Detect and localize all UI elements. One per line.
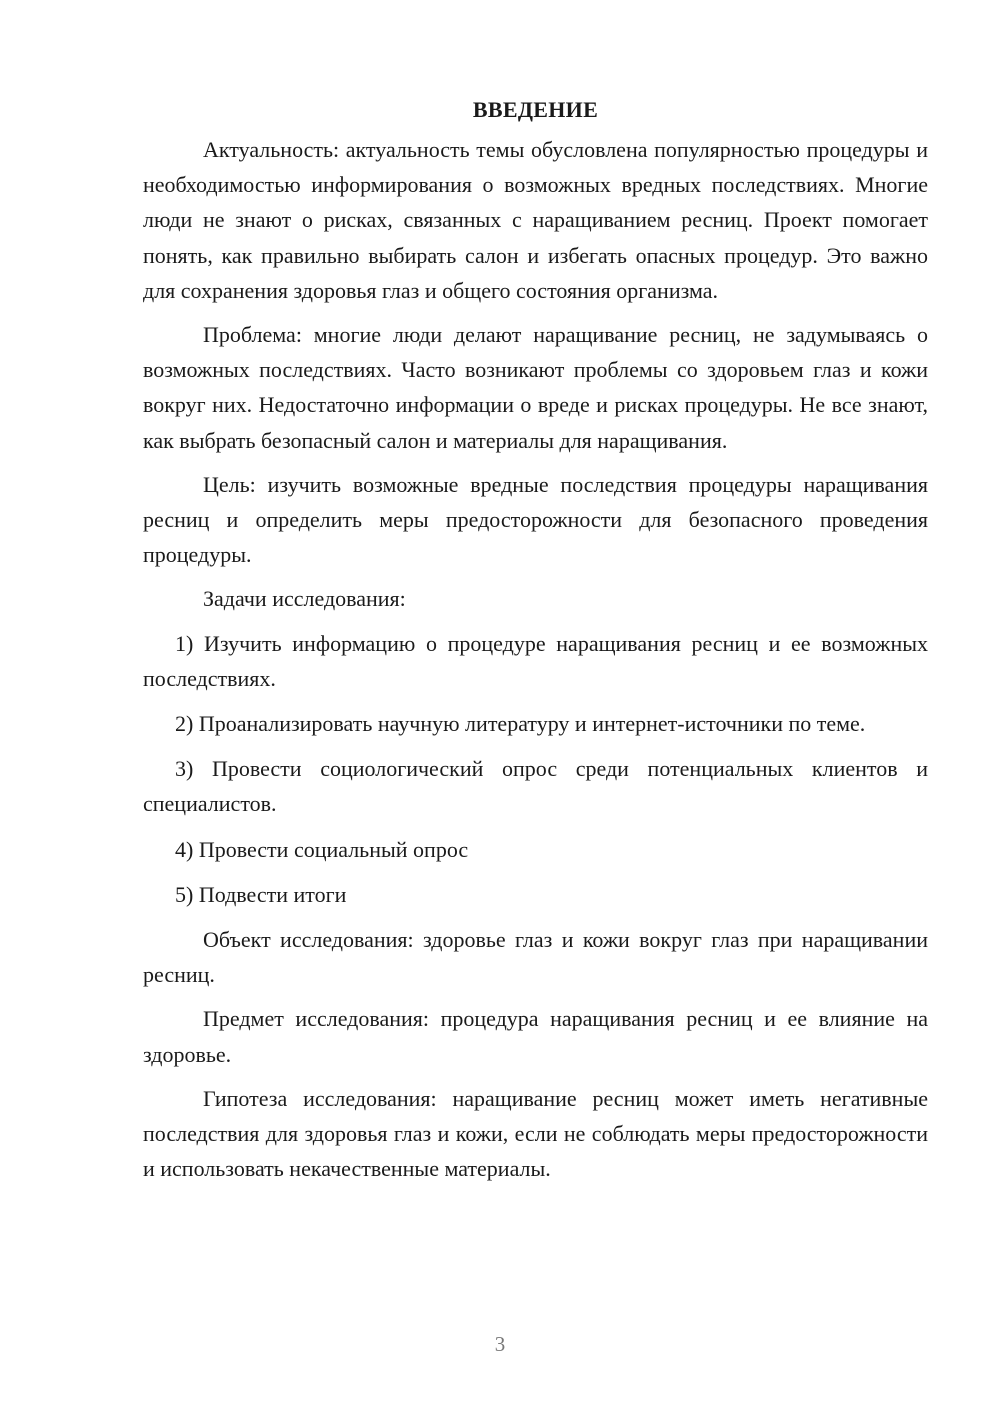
document-page [143,92,928,1195]
task-item-3: 3) Провести социологический опрос среди потенциальных клиентов и специалистов. [143,756,928,817]
paragraph-goal: Цель: изучить возможные вредные последствия процедуры наращивания ресниц и определить меры предосторожности для безопасного проведения процедуры. [143,471,928,568]
section-title: ВВЕДЕНИЕ [472,97,599,122]
paragraph-subject: Предмет исследования: процедура наращивания ресниц и ее влияние на здоровье. [143,1006,928,1067]
paragraph-problem: Проблема: многие люди делают наращивание ресниц, не задумываясь о возможных последствиях. Часто возникают проблемы со здоровьем глаз и кожи вокруг них. Недостаточно информации о вреде и рисках процедуры. Не все знают, как выбрать безопасный салон и материалы для наращивания. [143,322,928,453]
task-item-5: 5) Подвести итоги [175,881,347,907]
task-item-4: 4) Провести социальный опрос [175,836,469,862]
task-item-1: 1) Изучить информацию о процедуре наращивания ресниц и ее возможных последствиях. [143,630,928,691]
paragraph-relevance: Актуальность: актуальность темы обусловлена популярностью процедуры и необходимостью информирования о возможных вредных последствиях. Многие люди не знают о рисках, связанных с наращиванием ресниц. Проект помогает понять, как правильно выбирать салон и избегать опасных процедур. Это важно для сохранения здоровья глаз и общего состояния организма. [143,137,928,303]
paragraph-tasks-heading: Задачи исследования: [203,586,406,612]
paragraph-hypothesis: Гипотеза исследования: наращивание ресниц может иметь негативные последствия для здоровья глаз и кожи, если не соблюдать меры предосторожности и использовать некачественные материалы. [143,1085,928,1182]
task-item-2: 2) Проанализировать научную литературу и интернет-источники по теме. [175,711,866,737]
paragraph-object: Объект исследования: здоровье глаз и кожи вокруг глаз при наращивании ресниц. [143,927,928,988]
page-number: 3 [494,1332,506,1356]
